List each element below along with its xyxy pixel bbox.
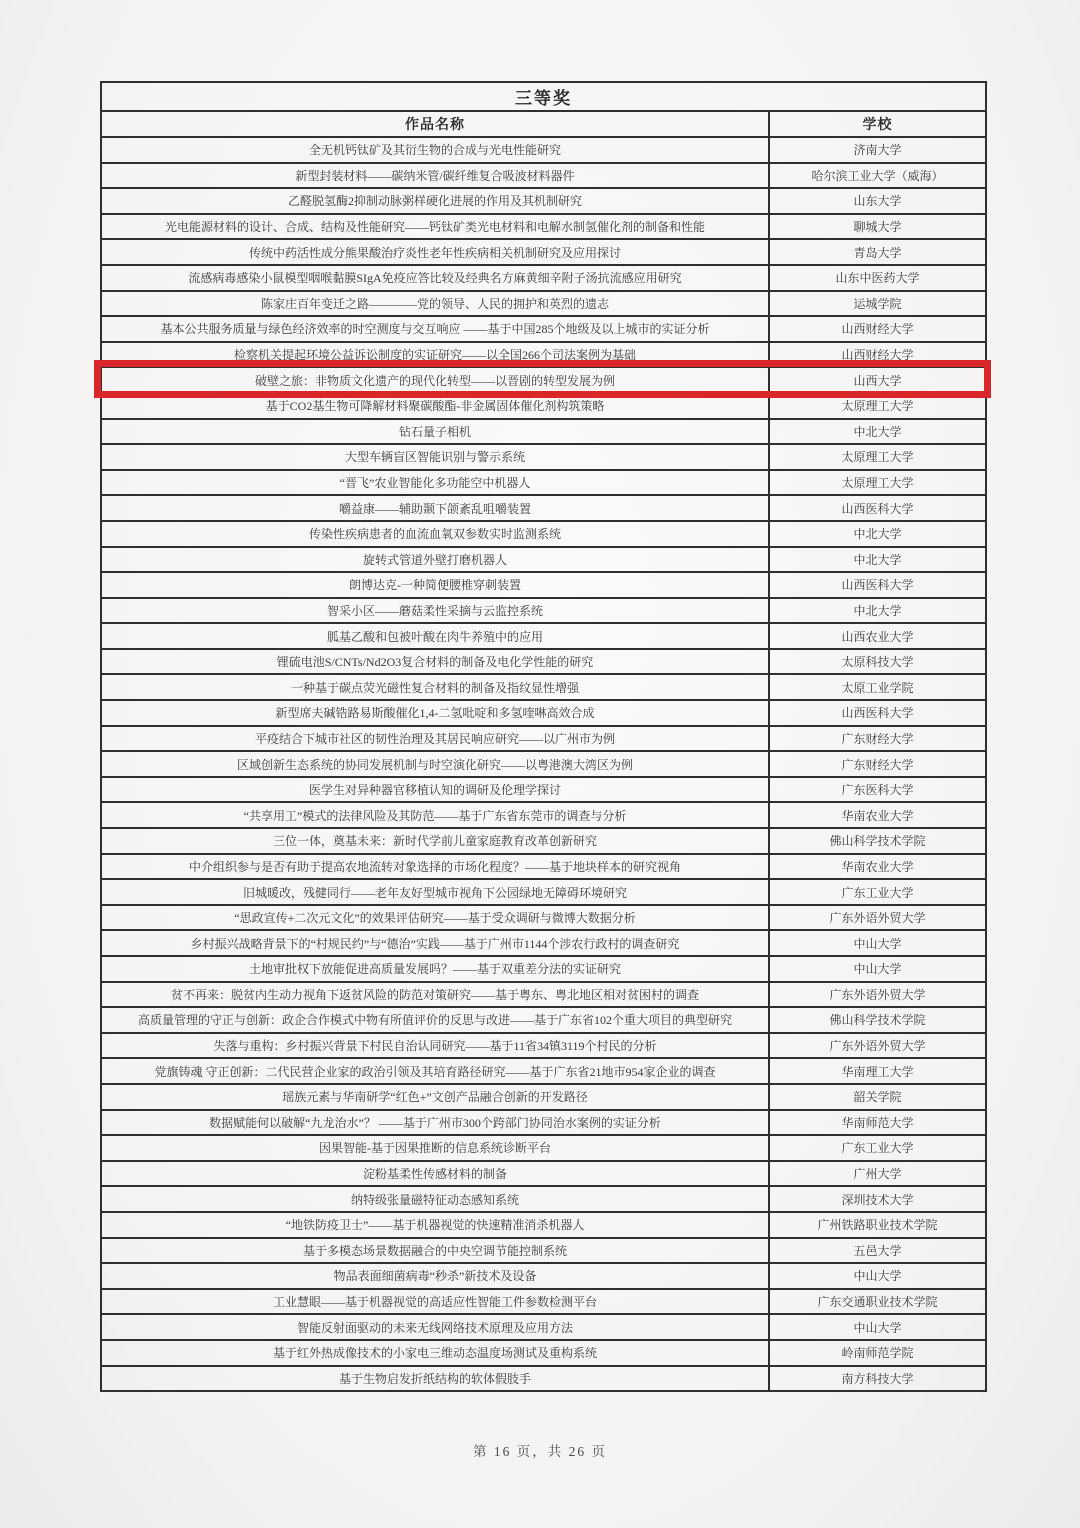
work-title-cell: 旋转式管道外壁打磨机器人 [101,547,769,573]
work-title-cell: 区域创新生态系统的协同发展机制与时空演化研究——以粤港澳大湾区为例 [101,751,769,777]
award-table-container [100,81,985,1392]
work-title-cell: 新型封装材料——碳纳米管/碳纤维复合吸波材料器件 [101,163,769,189]
work-title-cell: 基于多模态场景数据融合的中央空调节能控制系统 [101,1238,769,1264]
school-cell: 韶关学院 [769,1084,986,1110]
school-cell: 山西农业大学 [769,623,986,649]
table-row [101,802,986,828]
work-title-cell: 陈家庄百年变迁之路————党的领导、人民的拥护和英烈的遗志 [101,291,769,317]
table-row [101,700,986,726]
school-cell: 聊城大学 [769,214,986,240]
table-row [101,291,986,317]
table-row [101,777,986,803]
school-cell: 太原工业学院 [769,674,986,700]
award-table [100,81,987,1392]
work-title-cell: 胍基乙酸和包被叶酸在肉牛养殖中的应用 [101,623,769,649]
work-title-cell: 钻石量子相机 [101,419,769,445]
school-cell: 中山大学 [769,930,986,956]
school-cell: 山西医科大学 [769,572,986,598]
table-row [101,444,986,470]
table-row [101,1263,986,1289]
table-row [101,572,986,598]
school-cell: 华南理工大学 [769,1058,986,1084]
school-cell: 山西医科大学 [769,495,986,521]
work-title-cell: 锂硫电池S/CNTs/Nd2O3复合材料的制备及电化学性能的研究 [101,649,769,675]
table-row [101,214,986,240]
work-title-cell: 基于生物启发折纸结构的软体假肢手 [101,1366,769,1392]
table-row [101,342,986,368]
school-cell: 中山大学 [769,1314,986,1340]
work-title-cell: 基本公共服务质量与绿色经济效率的时空测度与交互响应 ——基于中国285个地级及以上城市的实证分析 [101,316,769,342]
table-row [101,1314,986,1340]
school-cell: 山西医科大学 [769,700,986,726]
school-cell: 运城学院 [769,291,986,317]
work-title-cell: 高质量管理的守正与创新：政企合作模式中物有所值评价的反思与改进——基于广东省102个重大项目的典型研究 [101,1007,769,1033]
school-cell: 山东中医药大学 [769,265,986,291]
work-title-cell: 传统中药活性成分熊果酸治疗炎性老年性疾病相关机制研究及应用探讨 [101,239,769,265]
work-title-cell: 失落与重构：乡村振兴背景下村民自治认同研究——基于11省34镇3119个村民的分析 [101,1033,769,1059]
work-title-cell: 检察机关提起环境公益诉讼制度的实证研究——以全国266个司法案例为基础 [101,342,769,368]
award-table-body [101,137,986,1391]
award-title-row [101,82,986,111]
table-row [101,1033,986,1059]
school-cell: 华南农业大学 [769,802,986,828]
school-cell: 太原科技大学 [769,649,986,675]
school-cell: 山东大学 [769,188,986,214]
table-row [101,1238,986,1264]
table-row [101,367,986,393]
work-title-cell: 三位一体，奠基未来：新时代学前儿童家庭教育改革创新研究 [101,828,769,854]
table-row [101,1007,986,1033]
work-title-cell: 嚼益康——辅助颞下颌紊乱咀嚼装置 [101,495,769,521]
school-cell: 太原理工大学 [769,470,986,496]
page-number-footer: 第 16 页，共 26 页 [473,1444,607,1459]
table-row [101,1135,986,1161]
work-title-cell: 乡村振兴战略背景下的“村规民约”与“德治”实践——基于广州市1144个涉农行政村的调查研究 [101,930,769,956]
work-title-cell: 工业慧眼——基于机器视觉的高适应性智能工件参数检测平台 [101,1289,769,1315]
school-cell: 中北大学 [769,419,986,445]
table-row [101,598,986,624]
school-cell: 佛山科学技术学院 [769,1007,986,1033]
school-cell: 广东医科大学 [769,777,986,803]
table-row [101,188,986,214]
table-row [101,1084,986,1110]
work-title-cell: 贫不再来：脱贫内生动力视角下返贫风险的防范对策研究——基于粤东、粤北地区相对贫困村的调查 [101,982,769,1008]
work-title-cell: 智采小区——蘑菇柔性采摘与云监控系统 [101,598,769,624]
table-row [101,470,986,496]
school-cell: 广州铁路职业技术学院 [769,1212,986,1238]
work-title-cell: 传染性疾病患者的血流血氧双参数实时监测系统 [101,521,769,547]
school-cell: 太原理工大学 [769,393,986,419]
table-row [101,623,986,649]
school-cell: 华南师范大学 [769,1110,986,1136]
work-title-cell: 党旗铸魂 守正创新：二代民营企业家的政治引领及其培育路径研究——基于广东省21地市954家企业的调查 [101,1058,769,1084]
table-row [101,930,986,956]
school-cell: 佛山科学技术学院 [769,828,986,854]
school-cell: 山西大学 [769,367,986,393]
school-cell: 广州大学 [769,1161,986,1187]
work-title-cell: “思政宣传+二次元文化”的效果评估研究——基于受众调研与微博大数据分析 [101,905,769,931]
school-cell: 深圳技术大学 [769,1186,986,1212]
table-row [101,393,986,419]
work-title-cell: 纳特级张量磁特征动态感知系统 [101,1186,769,1212]
table-row [101,1058,986,1084]
table-row [101,879,986,905]
school-cell: 南方科技大学 [769,1366,986,1392]
table-row [101,726,986,752]
school-cell: 太原理工大学 [769,444,986,470]
table-row [101,419,986,445]
work-title-cell: 破壁之旅：非物质文化遗产的现代化转型——以晋剧的转型发展为例 [101,367,769,393]
work-title-cell: 数据赋能何以破解“九龙治水”？ ——基于广州市300个跨部门协同治水案例的实证分析 [101,1110,769,1136]
work-title-cell: 智能反射面驱动的未来无线网络技术原理及应用方法 [101,1314,769,1340]
table-row [101,547,986,573]
work-title-cell: 物品表面细菌病毒“秒杀”新技术及设备 [101,1263,769,1289]
school-cell: 中北大学 [769,547,986,573]
school-cell: 广东交通职业技术学院 [769,1289,986,1315]
work-title-cell: 旧城暖改，残健同行——老年友好型城市视角下公园绿地无障碍环境研究 [101,879,769,905]
work-title-cell: 乙醛脱氢酶2抑制动脉粥样硬化进展的作用及其机制研究 [101,188,769,214]
table-row [101,982,986,1008]
school-cell: 广东外语外贸大学 [769,1033,986,1059]
table-row [101,854,986,880]
work-title-cell: 流感病毒感染小鼠模型咽喉黏膜SIgA免疫应答比较及经典名方麻黄细辛附子汤抗流感应用研究 [101,265,769,291]
work-title-cell: 大型车辆盲区智能识别与警示系统 [101,444,769,470]
school-cell: 山西财经大学 [769,342,986,368]
work-title-cell: 淀粉基柔性传感材料的制备 [101,1161,769,1187]
school-cell: 中北大学 [769,598,986,624]
work-title-cell: 一种基于碳点荧光磁性复合材料的制备及指纹显性增强 [101,674,769,700]
table-row [101,1289,986,1315]
work-title-cell: “共享用工”模式的法律风险及其防范——基于广东省东莞市的调查与分析 [101,802,769,828]
table-row [101,1186,986,1212]
work-title-cell: 中介组织参与是否有助于提高农地流转对象选择的市场化程度？——基于地块样本的研究视角 [101,854,769,880]
table-row [101,1366,986,1392]
work-title-cell: 平疫结合下城市社区的韧性治理及其居民响应研究——以广州市为例 [101,726,769,752]
table-row [101,905,986,931]
work-title-cell: “地铁防疫卫士”——基于机器视觉的快速精准消杀机器人 [101,1212,769,1238]
school-cell: 广东工业大学 [769,1135,986,1161]
school-cell: 广东财经大学 [769,726,986,752]
school-cell: 中北大学 [769,521,986,547]
work-title-cell: 基于CO2基生物可降解材料聚碳酸酯-非金属固体催化剂构筑策略 [101,393,769,419]
table-row [101,495,986,521]
table-row [101,1161,986,1187]
school-cell: 哈尔滨工业大学（威海） [769,163,986,189]
school-cell: 青岛大学 [769,239,986,265]
work-title-cell: 土地审批权下放能促进高质量发展吗？——基于双重差分法的实证研究 [101,956,769,982]
table-row [101,956,986,982]
table-header-row [101,111,986,137]
column-header-school: 学校 [769,111,986,137]
table-row [101,239,986,265]
school-cell: 广东外语外贸大学 [769,982,986,1008]
work-title-cell: 因果智能-基于因果推断的信息系统诊断平台 [101,1135,769,1161]
table-row [101,163,986,189]
school-cell: 山西财经大学 [769,316,986,342]
school-cell: 广东外语外贸大学 [769,905,986,931]
table-row [101,828,986,854]
table-row [101,521,986,547]
table-row [101,137,986,163]
school-cell: 中山大学 [769,956,986,982]
work-title-cell: “晋飞”农业智能化多功能空中机器人 [101,470,769,496]
table-row [101,265,986,291]
award-title: 三等奖 [101,82,986,111]
school-cell: 广东财经大学 [769,751,986,777]
table-row [101,674,986,700]
work-title-cell: 瑶族元素与华南研学“红色+”文创产品融合创新的开发路径 [101,1084,769,1110]
work-title-cell: 基于红外热成像技术的小家电三维动态温度场测试及重构系统 [101,1340,769,1366]
table-row [101,1212,986,1238]
column-header-work: 作品名称 [101,111,769,137]
table-row [101,649,986,675]
table-row [101,1340,986,1366]
work-title-cell: 全无机钙钛矿及其衍生物的合成与光电性能研究 [101,137,769,163]
work-title-cell: 朗博达克-一种简便腰椎穿刺装置 [101,572,769,598]
school-cell: 广东工业大学 [769,879,986,905]
school-cell: 华南农业大学 [769,854,986,880]
table-row [101,751,986,777]
school-cell: 五邑大学 [769,1238,986,1264]
table-row [101,1110,986,1136]
table-row [101,316,986,342]
school-cell: 岭南师范学院 [769,1340,986,1366]
school-cell: 济南大学 [769,137,986,163]
school-cell: 中山大学 [769,1263,986,1289]
work-title-cell: 新型席夫碱锆路易斯酸催化1,4-二氢吡啶和多氢喹啉高效合成 [101,700,769,726]
work-title-cell: 医学生对异种器官移植认知的调研及伦理学探讨 [101,777,769,803]
work-title-cell: 光电能源材料的设计、合成、结构及性能研究——钙钛矿类光电材料和电解水制氢催化剂的制备和性能 [101,214,769,240]
